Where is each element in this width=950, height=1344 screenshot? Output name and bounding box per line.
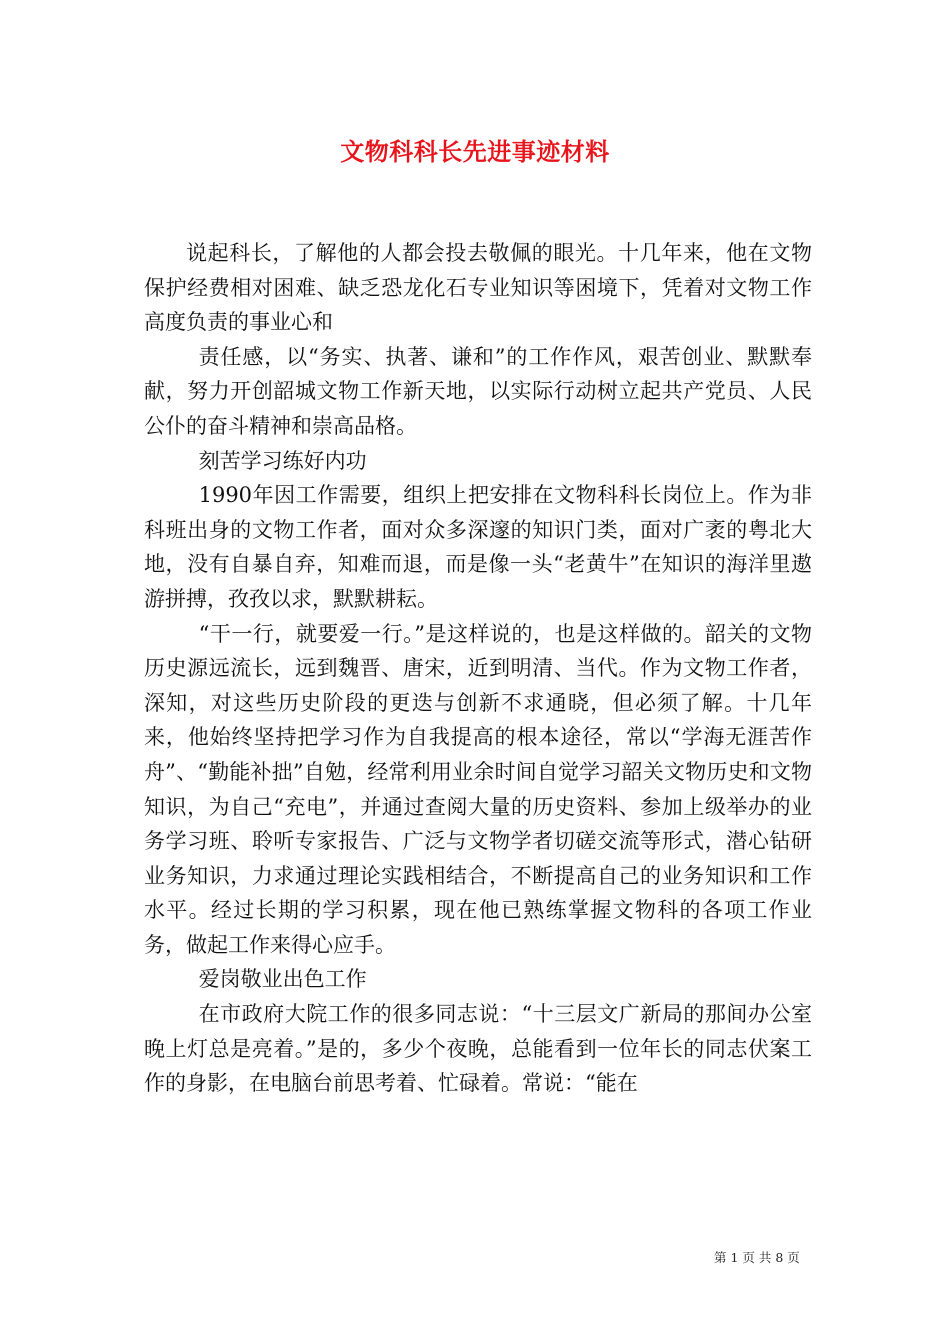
- paragraph: 1990年因工作需要，组织上把安排在文物科科长岗位上。作为非科班出身的文物工作者，面对众多深邃的知识门类，面对广袤的粤北大地，没有自暴自弃，知难而退，而是像一头“老黄牛”在知识的海洋里遨游拼搏，孜孜以求，默默耕耘。: [144, 483, 812, 611]
- document-title: 文物科科长先进事迹材料: [340, 137, 610, 166]
- section-heading: 刻苦学习练好内功: [198, 448, 367, 473]
- paragraph: “干一行，就要爱一行。”是这样说的，也是这样做的。韶关的文物历史源远流长，远到魏晋、唐宋，近到明清、当代。作为文物工作者，深知，对这些历史阶段的更迭与创新不求通晓，但必须了解。十几年来，他始终坚持把学习作为自我提高的根本途径，常以“学海无涯苦作舟”、“勤能补拙”自勉，经常利用业余时间自觉学习韶关文物历史和文物知识，为自己“充电”，并通过查阅大量的历史资料、参加上级举办的业务学习班、聆听专家报告、广泛与文物学者切磋交流等形式，潜心钻研业务知识，力求通过理论实践相结合，不断提高自己的业务知识和工作水平。经过长期的学习积累，现在他已熟练掌握文物科的各项工作业务，做起工作来得心应手。: [144, 621, 812, 957]
- page-indicator: 第 1 页 共 8 页: [714, 1250, 800, 1265]
- paragraph: 责任感，以“务实、执著、谦和”的工作作风，艰苦创业、默默奉献，努力开创韶城文物工作新天地，以实际行动树立起共产党员、人民公仆的奋斗精神和崇高品格。: [144, 344, 812, 438]
- section-heading: 爱岗敬业出色工作: [198, 967, 367, 992]
- paragraph: 说起科长，了解他的人都会投去敬佩的眼光。十几年来，他在文物保护经费相对困难、缺乏恐龙化石专业知识等困境下，凭着对文物工作高度负责的事业心和: [144, 241, 812, 335]
- document-body: [144, 236, 812, 1101]
- paragraph: 在市政府大院工作的很多同志说：“十三层文广新局的那间办公室晚上灯总是亮着。”是的，多少个夜晚，总能看到一位年长的同志伏案工作的身影，在电脑台前思考着、忙碌着。常说：“能在: [144, 1002, 812, 1096]
